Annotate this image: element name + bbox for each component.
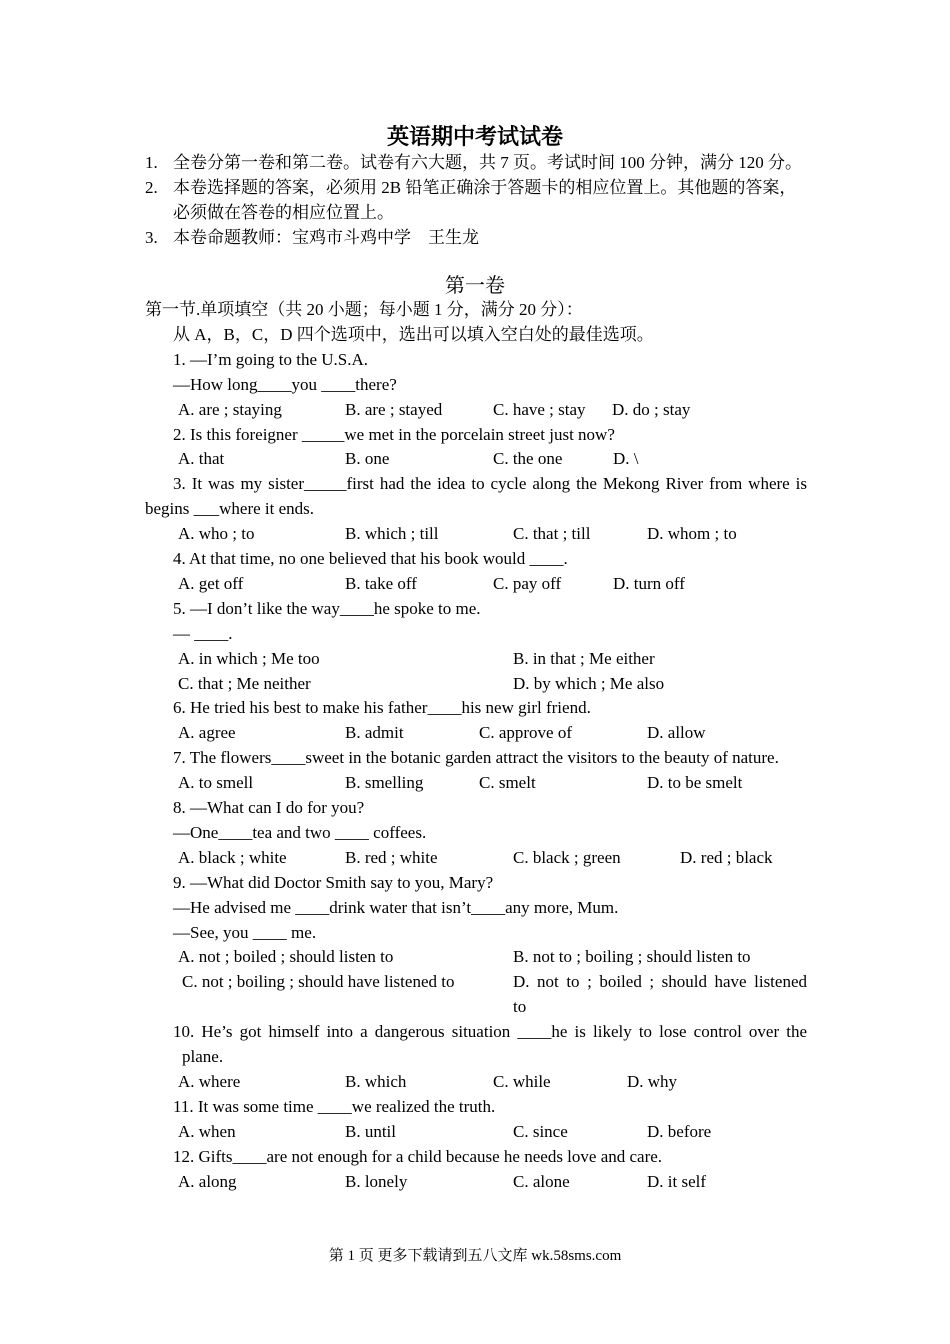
option: D. before bbox=[647, 1121, 712, 1141]
option: B. lonely bbox=[345, 1171, 408, 1191]
options-row bbox=[145, 945, 807, 970]
question-line: —One____tea and two ____ coffees. bbox=[173, 822, 427, 842]
option: C. pay off bbox=[493, 573, 562, 593]
question-line: — ____. bbox=[173, 623, 233, 643]
question-line: 9. —What did Doctor Smith say to you, Mary? bbox=[173, 872, 494, 892]
question-paragraph: 10. He’s got himself into a dangerous situation ____he is likely to lose control over the plane. bbox=[173, 1022, 807, 1067]
option: D. why bbox=[627, 1071, 678, 1091]
page-footer: 第 1 页 更多下载请到五八文库 wk.58sms.com bbox=[328, 1248, 622, 1264]
option: A. who ; to bbox=[178, 524, 255, 544]
question-line: 4. At that time, no one believed that his book would ____. bbox=[173, 549, 568, 569]
option: D. turn off bbox=[613, 573, 685, 593]
option: B. smelling bbox=[345, 773, 424, 793]
options-row bbox=[145, 572, 807, 597]
option: B. in that ; Me either bbox=[513, 648, 655, 668]
question-paragraph: 7. The flowers____sweet in the botanic garden attract the visitors to the beauty of nature. bbox=[173, 748, 779, 768]
option: A. to smell bbox=[178, 773, 254, 793]
option: D. to be smelt bbox=[647, 773, 743, 793]
question-line: —How long____you ____there? bbox=[173, 374, 397, 394]
option: D. \ bbox=[613, 449, 639, 469]
options-row bbox=[145, 771, 807, 796]
options-row bbox=[145, 522, 807, 547]
option: D. it self bbox=[647, 1171, 707, 1191]
note-item: 2. 本卷选择题的答案，必须用 2B 铅笔正确涂于答题卡的相应位置上。其他题的答案，必须做在答卷的相应位置上。 bbox=[145, 178, 797, 222]
option: D. do ; stay bbox=[612, 399, 691, 419]
option: D. red ; black bbox=[680, 847, 773, 867]
option: D. allow bbox=[647, 723, 706, 743]
options-row bbox=[145, 1070, 807, 1095]
option: A. where bbox=[178, 1071, 241, 1091]
question-paragraph: 3. It was my sister_____first had the idea to cycle along the Mekong River from where is begins ___where it ends. bbox=[145, 474, 807, 519]
option: A. along bbox=[178, 1171, 237, 1191]
option: A. in which ; Me too bbox=[178, 648, 320, 668]
option: C. since bbox=[513, 1121, 568, 1141]
option: B. not to ; boiling ; should listen to bbox=[513, 947, 751, 967]
option: A. not ; boiled ; should listen to bbox=[178, 947, 394, 967]
option: B. one bbox=[345, 449, 390, 469]
question-line: 2. Is this foreigner _____we met in the porcelain street just now? bbox=[173, 424, 615, 444]
option: C. approve of bbox=[479, 723, 573, 743]
question-line: 12. Gifts____are not enough for a child because he needs love and care. bbox=[173, 1146, 663, 1166]
option: D. whom ; to bbox=[647, 524, 737, 544]
option: A. that bbox=[178, 449, 225, 469]
option: C. the one bbox=[493, 449, 563, 469]
exam-notes bbox=[145, 150, 807, 250]
option: B. admit bbox=[345, 723, 404, 743]
option: C. have ; stay bbox=[493, 399, 586, 419]
section-heading: 第一节.单项填空（共 20 小题；每小题 1 分，满分 20 分）： bbox=[145, 300, 583, 319]
option: A. black ; white bbox=[178, 847, 287, 867]
option: C. not ; boiling ; should have listened to bbox=[182, 972, 455, 992]
options-row bbox=[145, 447, 807, 472]
note-item: 3. 本卷命题教师：宝鸡市斗鸡中学 王生龙 bbox=[145, 228, 479, 247]
question-line: —See, you ____ me. bbox=[173, 922, 317, 942]
option: B. which ; till bbox=[345, 524, 439, 544]
volume-title: 第一卷 bbox=[445, 275, 505, 297]
option: A. get off bbox=[178, 573, 244, 593]
option: C. while bbox=[493, 1071, 551, 1091]
question-line: 5. —I don’t like the way____he spoke to me. bbox=[173, 598, 481, 618]
options-row bbox=[145, 721, 807, 746]
option: A. are ; staying bbox=[178, 399, 282, 419]
option: B. red ; white bbox=[345, 847, 438, 867]
option: D. not to ; boiled ; should have listened to bbox=[513, 972, 807, 1017]
option: C. alone bbox=[513, 1171, 570, 1191]
options-row bbox=[145, 672, 807, 697]
options-row bbox=[145, 970, 807, 1020]
options-row bbox=[145, 846, 807, 871]
note-item: 1. 全卷分第一卷和第二卷。试卷有六大题，共 7 页。考试时间 100 分钟，满分 120 分。 bbox=[145, 153, 802, 172]
option: B. take off bbox=[345, 573, 417, 593]
option: B. are ; stayed bbox=[345, 399, 443, 419]
option: B. until bbox=[345, 1121, 397, 1141]
options-row bbox=[145, 398, 807, 423]
question-line: 6. He tried his best to make his father____his new girl friend. bbox=[173, 698, 591, 718]
page-title: 英语期中考试试卷 bbox=[386, 124, 563, 149]
question-line: 1. —I’m going to the U.S.A. bbox=[173, 349, 369, 369]
options-row bbox=[145, 1120, 807, 1145]
options-row bbox=[145, 647, 807, 672]
question-line: 11. It was some time ____we realized the truth. bbox=[173, 1096, 496, 1116]
option: C. that ; till bbox=[513, 524, 591, 544]
option: A. agree bbox=[178, 723, 236, 743]
question-line: 8. —What can I do for you? bbox=[173, 798, 365, 817]
section-body bbox=[145, 298, 807, 1194]
option: C. that ; Me neither bbox=[178, 673, 311, 693]
option: C. black ; green bbox=[513, 847, 621, 867]
question-line: —He advised me ____drink water that isn’t____any more, Mum. bbox=[173, 897, 619, 917]
option: D. by which ; Me also bbox=[513, 673, 665, 693]
option: C. smelt bbox=[479, 773, 536, 793]
options-row bbox=[145, 1170, 807, 1195]
option: A. when bbox=[178, 1121, 236, 1141]
section-instruction: 从 A，B，C，D 四个选项中，选出可以填入空白处的最佳选项。 bbox=[173, 324, 654, 344]
option: B. which bbox=[345, 1071, 407, 1091]
